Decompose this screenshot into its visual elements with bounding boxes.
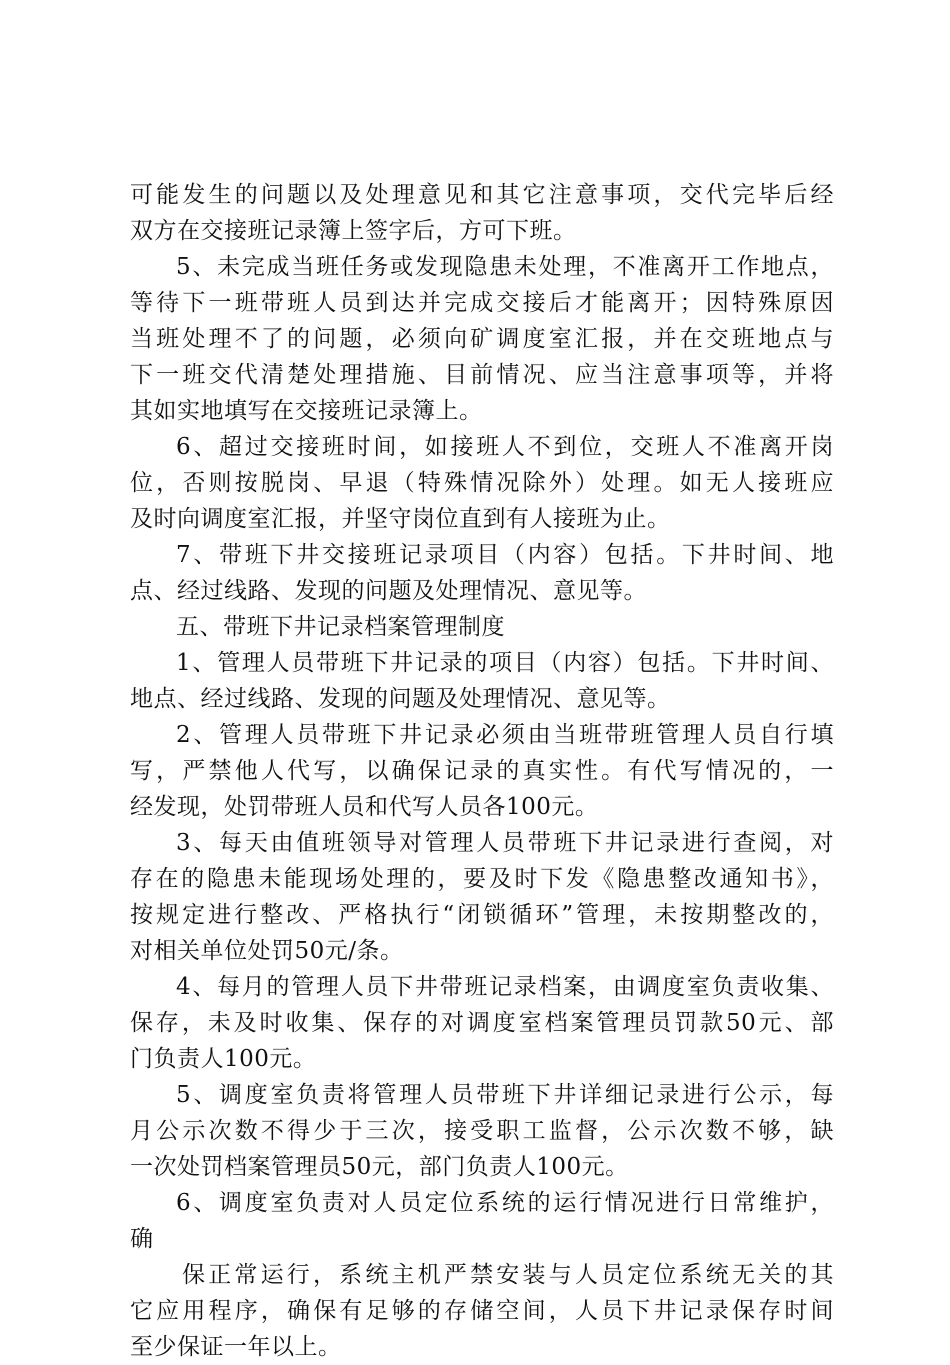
- text-line: 可能发生的问题以及处理意见和其它注意事项，交代完毕后经: [130, 182, 834, 208]
- text-line: 点、经过线路、发现的问题及处理情况、意见等。: [130, 578, 647, 604]
- text-line: 存在的隐患未能现场处理的，要及时下发《隐患整改通知书》，: [130, 866, 834, 892]
- text-line: 双方在交接班记录簿上签字后，方可下班。: [130, 218, 577, 244]
- text-line: 当班处理不了的问题，必须向矿调度室汇报，并在交班地点与: [130, 326, 834, 352]
- text-line: 它应用程序，确保有足够的存储空间，人员下井记录保存时间: [130, 1298, 834, 1324]
- text-line: 其如实地填写在交接班记录簿上。: [130, 398, 483, 424]
- text-line: 写，严禁他人代写，以确保记录的真实性。有代写情况的，一: [130, 758, 834, 784]
- text-line: 经发现，处罚带班人员和代写人员各100元。: [130, 794, 599, 820]
- section-heading: 五、带班下井记录档案管理制度: [176, 614, 505, 640]
- text-line: 下一班交代清楚处理措施、目前情况、应当注意事项等，并将: [130, 362, 834, 388]
- text-line: 7、带班下井交接班记录项目（内容）包括。下井时间、地: [176, 542, 834, 568]
- text-line: 保正常运行，系统主机严禁安装与人员定位系统无关的其: [182, 1262, 834, 1288]
- text-line: 4、每月的管理人员下井带班记录档案，由调度室负责收集、: [176, 974, 834, 1000]
- text-line: 等待下一班带班人员到达并完成交接后才能离开；因特殊原因: [130, 290, 834, 316]
- text-line: 2、管理人员带班下井记录必须由当班带班管理人员自行填: [176, 722, 834, 748]
- text-line: 对相关单位处罚50元/条。: [130, 938, 404, 964]
- text-line: 一次处罚档案管理员50元，部门负责人100元。: [130, 1154, 629, 1180]
- text-line: 地点、经过线路、发现的问题及处理情况、意见等。: [130, 686, 671, 712]
- text-line: 及时向调度室汇报，并坚守岗位直到有人接班为止。: [130, 506, 671, 532]
- text-line: 按规定进行整改、严格执行“闭锁循环”管理，未按期整改的，: [130, 902, 834, 928]
- text-line: 月公示次数不得少于三次，接受职工监督，公示次数不够，缺: [130, 1118, 834, 1144]
- text-line: 确: [130, 1226, 154, 1252]
- text-line: 5、未完成当班任务或发现隐患未处理，不准离开工作地点，: [176, 254, 834, 280]
- text-line: 1、管理人员带班下井记录的项目（内容）包括。下井时间、: [176, 650, 834, 676]
- text-line: 至少保证一年以上。: [130, 1334, 342, 1360]
- text-line: 3、每天由值班领导对管理人员带班下井记录进行查阅，对: [176, 830, 834, 856]
- text-line: 5、调度室负责将管理人员带班下井详细记录进行公示，每: [176, 1082, 834, 1108]
- text-line: 6、调度室负责对人员定位系统的运行情况进行日常维护，: [176, 1190, 834, 1216]
- text-line: 位，否则按脱岗、早退（特殊情况除外）处理。如无人接班应: [130, 470, 834, 496]
- text-line: 门负责人100元。: [130, 1046, 317, 1072]
- text-line: 保存，未及时收集、保存的对调度室档案管理员罚款50元、部: [130, 1010, 834, 1036]
- document-page: [130, 177, 834, 1365]
- text-line: 6、超过交接班时间，如接班人不到位，交班人不准离开岗: [176, 434, 834, 460]
